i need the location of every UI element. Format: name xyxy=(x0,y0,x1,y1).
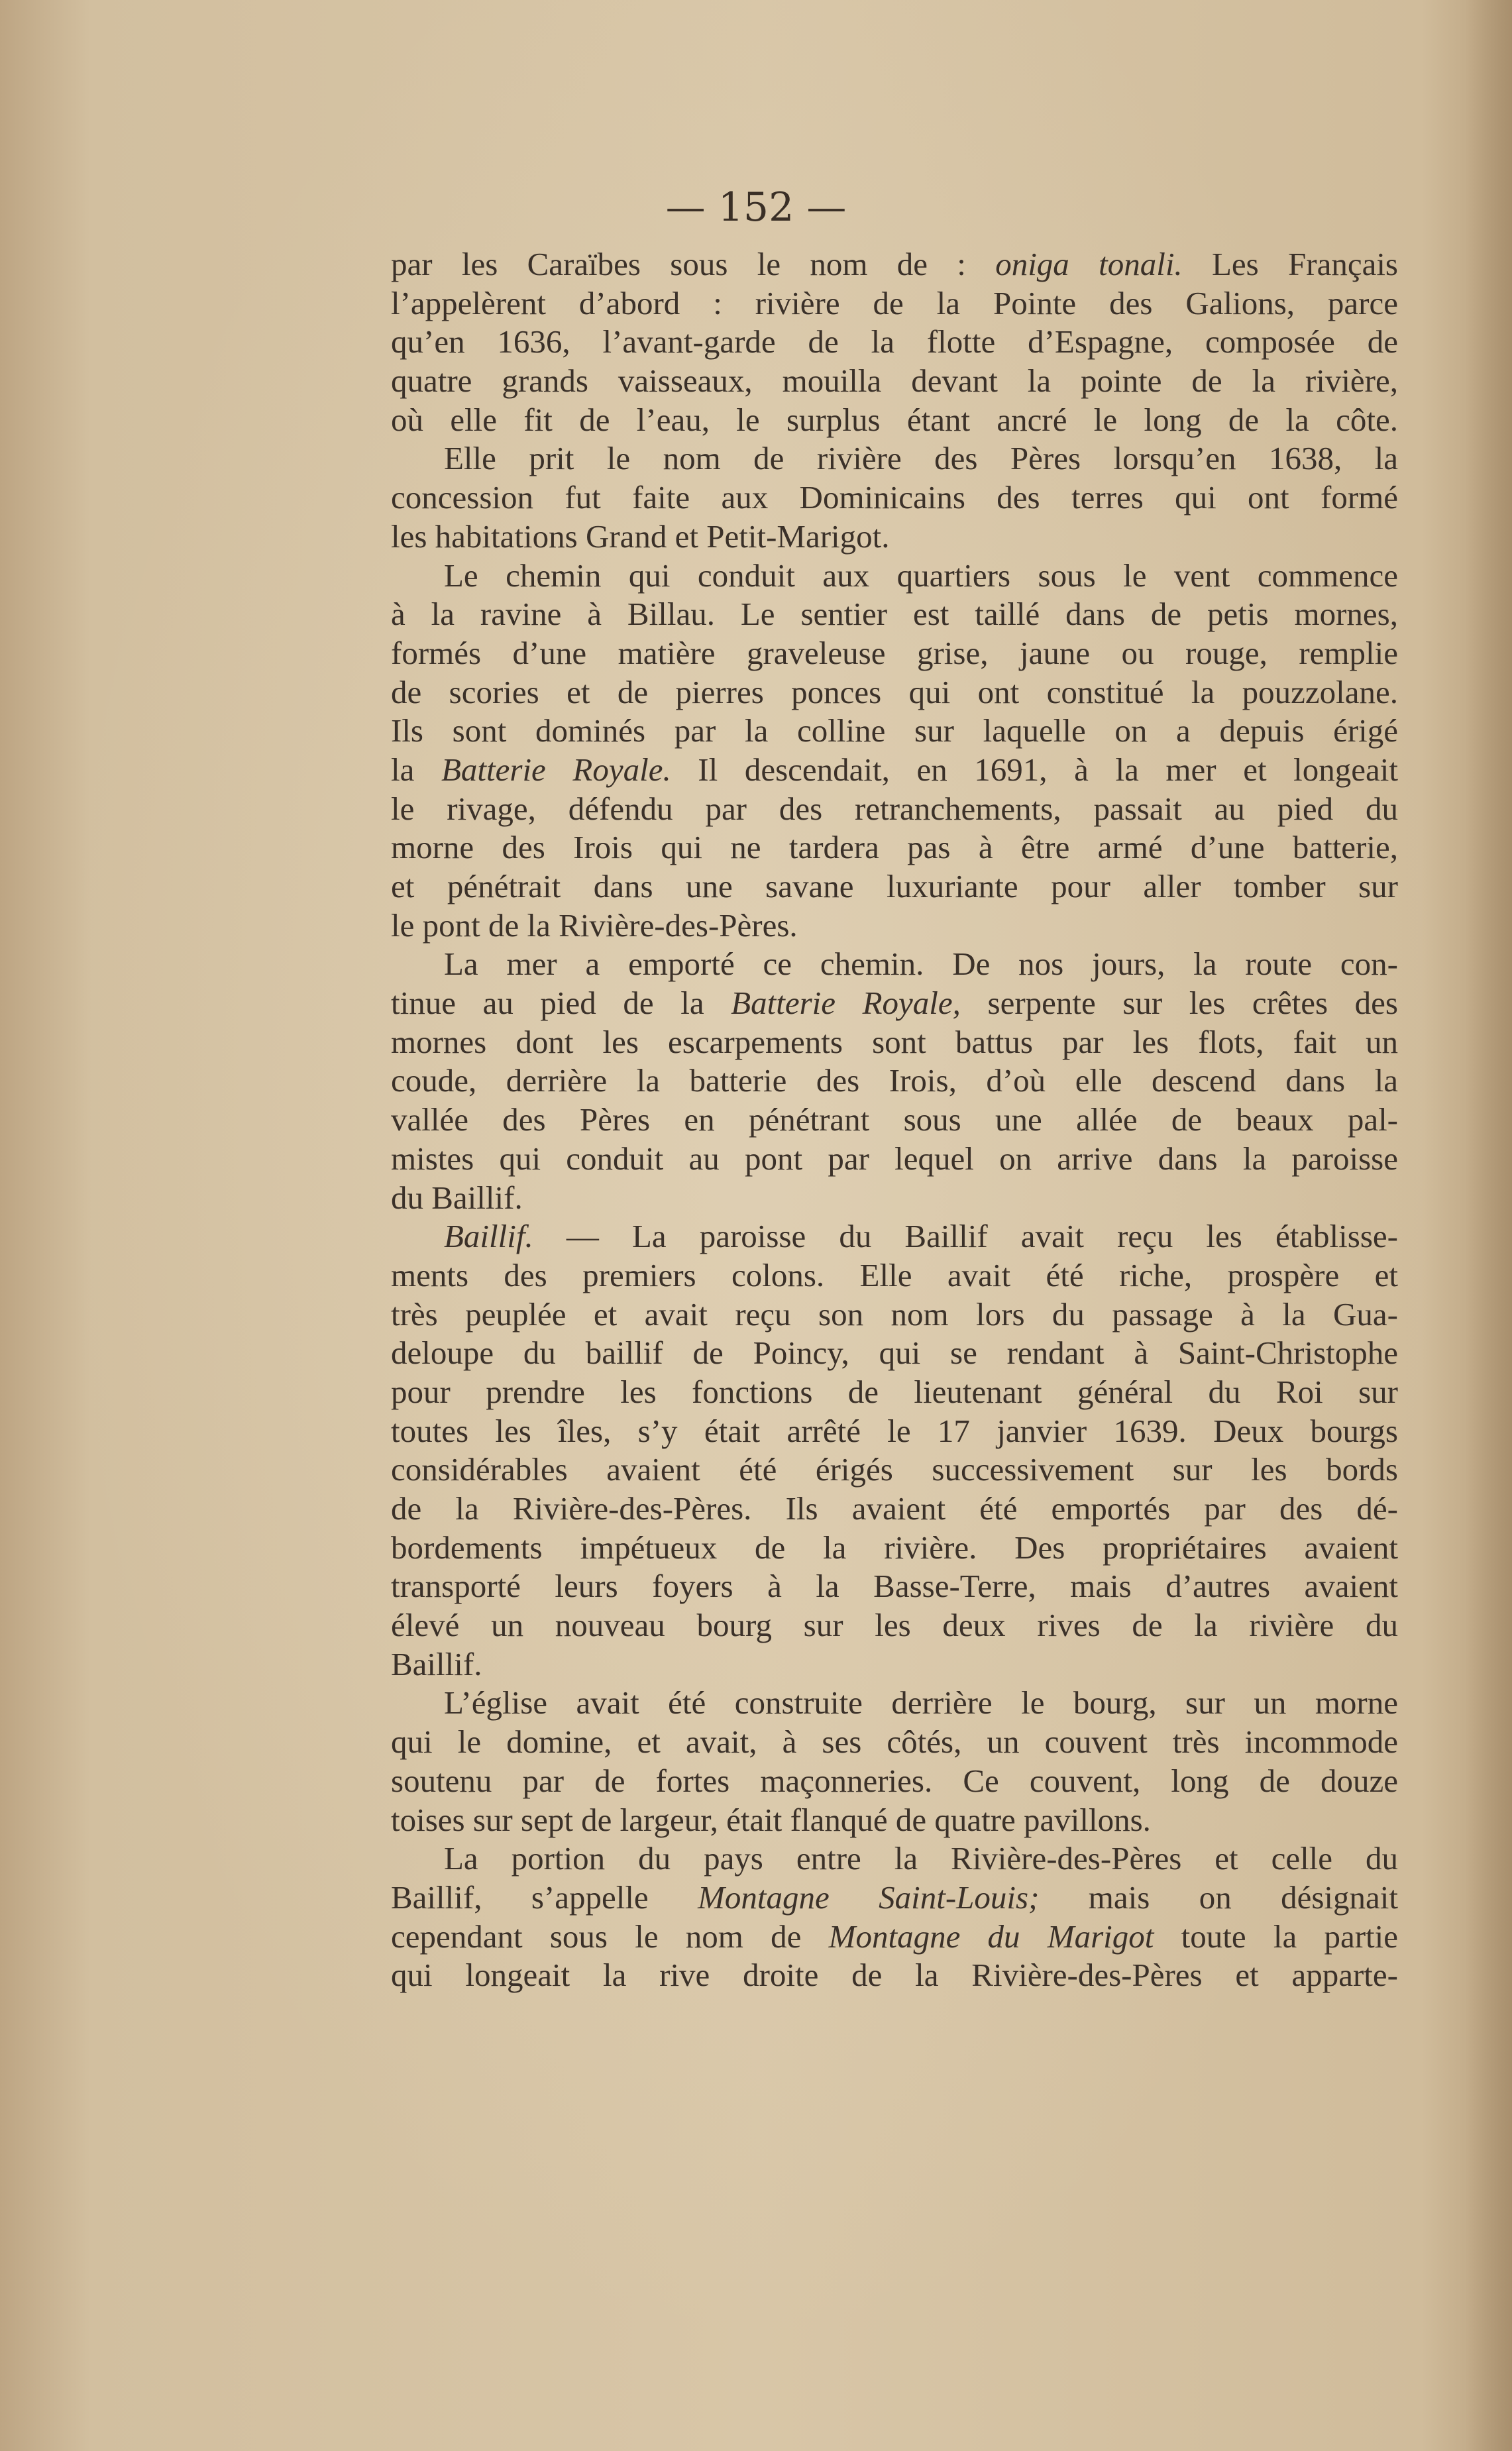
text-segment: transporté leurs foyers à la Basse-Terre, mais d’autres avaient xyxy=(391,1568,1398,1605)
text-line xyxy=(391,634,1398,673)
text-segment: mais on désignait xyxy=(1039,1879,1398,1916)
text-line xyxy=(391,1179,1398,1218)
text-segment: mistes qui conduit au pont par lequel on arrive dans la paroisse xyxy=(391,1140,1398,1177)
body-text xyxy=(391,245,1398,1995)
text-line xyxy=(391,1023,1398,1062)
text-line xyxy=(391,1101,1398,1140)
italic-text: oniga tonali. xyxy=(995,246,1183,282)
text-segment: bordements impétueux de la rivière. Des propriétaires avaient xyxy=(391,1529,1398,1566)
italic-text: Baillif. xyxy=(444,1218,533,1255)
text-segment: soutenu par de fortes maçonneries. Ce couvent, long de douze xyxy=(391,1762,1398,1799)
text-segment: serpente sur les crêtes des xyxy=(960,985,1398,1022)
text-segment: formés d’une matière graveleuse grise, jaune ou rouge, remplie xyxy=(391,634,1398,671)
text-segment: où elle fit de l’eau, le surplus étant ancré le long de la côte. xyxy=(391,401,1398,438)
italic-text: Montagne du Marigot xyxy=(828,1918,1154,1955)
text-segment: Baillif. xyxy=(391,1645,482,1682)
italic-text: Montagne Saint-Louis; xyxy=(698,1879,1040,1916)
text-segment: vallée des Pères en pénétrant sous une allée de beaux pal- xyxy=(391,1101,1398,1138)
text-segment: qu’en 1636, l’avant-garde de la flotte d’Espagne, composée de xyxy=(391,323,1398,360)
text-segment: pour prendre les fonctions de lieutenant général du Roi sur xyxy=(391,1373,1398,1410)
text-line xyxy=(391,867,1398,906)
text-segment: ments des premiers colons. Elle avait été riche, prospère et xyxy=(391,1256,1398,1293)
text-line xyxy=(391,1412,1398,1451)
text-line xyxy=(391,1217,1398,1256)
text-segment: La portion du pays entre la Rivière-des-Pères et celle du xyxy=(444,1840,1398,1877)
text-line xyxy=(391,245,1398,284)
text-line xyxy=(391,984,1398,1023)
text-line xyxy=(391,1373,1398,1412)
text-line xyxy=(391,1801,1398,1840)
text-line xyxy=(391,1879,1398,1918)
text-segment: morne des Irois qui ne tardera pas à être armé d’une batterie, xyxy=(391,829,1398,866)
text-line xyxy=(391,1256,1398,1295)
text-line xyxy=(391,712,1398,751)
text-line xyxy=(391,1062,1398,1101)
text-line xyxy=(391,517,1398,557)
text-segment: quatre grands vaisseaux, mouilla devant la pointe de la rivière, xyxy=(391,362,1398,400)
text-segment: toute la partie xyxy=(1154,1918,1398,1955)
text-segment: élevé un nouveau bourg sur les deux rives de la rivière du xyxy=(391,1607,1398,1644)
text-line xyxy=(391,595,1398,634)
text-segment: cependant sous le nom de xyxy=(391,1918,829,1955)
text-line xyxy=(391,1956,1398,1995)
text-line xyxy=(391,557,1398,596)
text-segment: La mer a emporté ce chemin. De nos jours, la route con- xyxy=(444,946,1398,983)
text-line xyxy=(391,478,1398,517)
text-segment: la xyxy=(391,751,441,788)
text-segment: du Baillif. xyxy=(391,1179,523,1216)
text-line xyxy=(391,1334,1398,1373)
text-line xyxy=(391,323,1398,362)
text-segment: coude, derrière la batterie des Irois, d’où elle descend dans la xyxy=(391,1062,1398,1099)
text-segment: toises sur sept de largeur, était flanqué de quatre pavillons. xyxy=(391,1801,1151,1838)
text-line xyxy=(391,906,1398,946)
text-segment: très peuplée et avait reçu son nom lors du passage à la Gua- xyxy=(391,1295,1398,1333)
text-line xyxy=(391,1839,1398,1879)
text-line xyxy=(391,790,1398,829)
text-segment: l’appelèrent d’abord : rivière de la Pointe des Galions, parce xyxy=(391,284,1398,321)
text-line xyxy=(391,1140,1398,1179)
text-line xyxy=(391,362,1398,401)
text-line xyxy=(391,1490,1398,1529)
page-edge-shadow xyxy=(1466,0,1512,2451)
text-line xyxy=(391,1762,1398,1801)
text-segment: Ils sont dominés par la colline sur laquelle on a depuis érigé xyxy=(391,712,1398,749)
text-segment: — La paroisse du Baillif avait reçu les établisse- xyxy=(533,1218,1398,1255)
italic-text: Batterie Royale. xyxy=(441,751,671,788)
text-line xyxy=(391,945,1398,984)
text-segment: mornes dont les escarpements sont battus par les flots, fait un xyxy=(391,1023,1398,1060)
text-segment: Le chemin qui conduit aux quartiers sous le vent commence xyxy=(444,557,1398,594)
text-segment: le rivage, défendu par des retranchements, passait au pied du xyxy=(391,790,1398,827)
text-line xyxy=(391,1567,1398,1606)
text-line xyxy=(391,1450,1398,1490)
text-line xyxy=(391,751,1398,790)
text-segment: de la Rivière-des-Pères. Ils avaient été emportés par des dé- xyxy=(391,1490,1398,1527)
text-segment: Baillif, s’appelle xyxy=(391,1879,698,1916)
text-line xyxy=(391,1723,1398,1762)
text-line xyxy=(391,284,1398,323)
text-segment: deloupe du baillif de Poincy, qui se rendant à Saint-Christophe xyxy=(391,1334,1398,1372)
text-segment: concession fut faite aux Dominicains des terres qui ont formé xyxy=(391,479,1398,516)
text-segment: L’église avait été construite derrière le bourg, sur un morne xyxy=(444,1684,1398,1721)
text-line xyxy=(391,1295,1398,1334)
text-line xyxy=(391,1684,1398,1723)
text-segment: Elle prit le nom de rivière des Pères lorsqu’en 1638, la xyxy=(444,440,1398,477)
text-segment: Il descendait, en 1691, à la mer et longeait xyxy=(671,751,1398,788)
text-segment: tinue au pied de la xyxy=(391,985,731,1022)
text-line xyxy=(391,1606,1398,1645)
text-line xyxy=(391,439,1398,478)
text-segment: par les Caraïbes sous le nom de : xyxy=(391,246,996,282)
text-segment: et pénétrait dans une savane luxuriante pour aller tomber sur xyxy=(391,868,1398,904)
text-segment: toutes les îles, s’y était arrêté le 17 janvier 1639. Deux bourgs xyxy=(391,1412,1398,1449)
text-segment: les habitations Grand et Petit-Marigot. xyxy=(391,517,890,555)
text-line xyxy=(391,1918,1398,1957)
text-segment: le pont de la Rivière-des-Pères. xyxy=(391,906,798,944)
text-segment: considérables avaient été érigés successivement sur les bords xyxy=(391,1451,1398,1488)
text-line xyxy=(391,1529,1398,1568)
text-line xyxy=(391,828,1398,867)
text-segment: de scories et de pierres ponces qui ont constitué la pouzzolane. xyxy=(391,673,1398,710)
italic-text: Batterie Royale, xyxy=(731,985,961,1022)
text-segment: qui longeait la rive droite de la Rivière-des-Pères et apparte- xyxy=(391,1957,1398,1994)
text-segment: à la ravine à Billau. Le sentier est taillé dans de petis mornes, xyxy=(391,596,1398,633)
text-segment: Les Français xyxy=(1182,246,1399,282)
text-segment: qui le domine, et avait, à ses côtés, un couvent très incommode xyxy=(391,1723,1398,1761)
text-line xyxy=(391,673,1398,712)
text-line xyxy=(391,1645,1398,1684)
text-line xyxy=(391,401,1398,440)
page-number: — 152 — xyxy=(665,184,847,231)
